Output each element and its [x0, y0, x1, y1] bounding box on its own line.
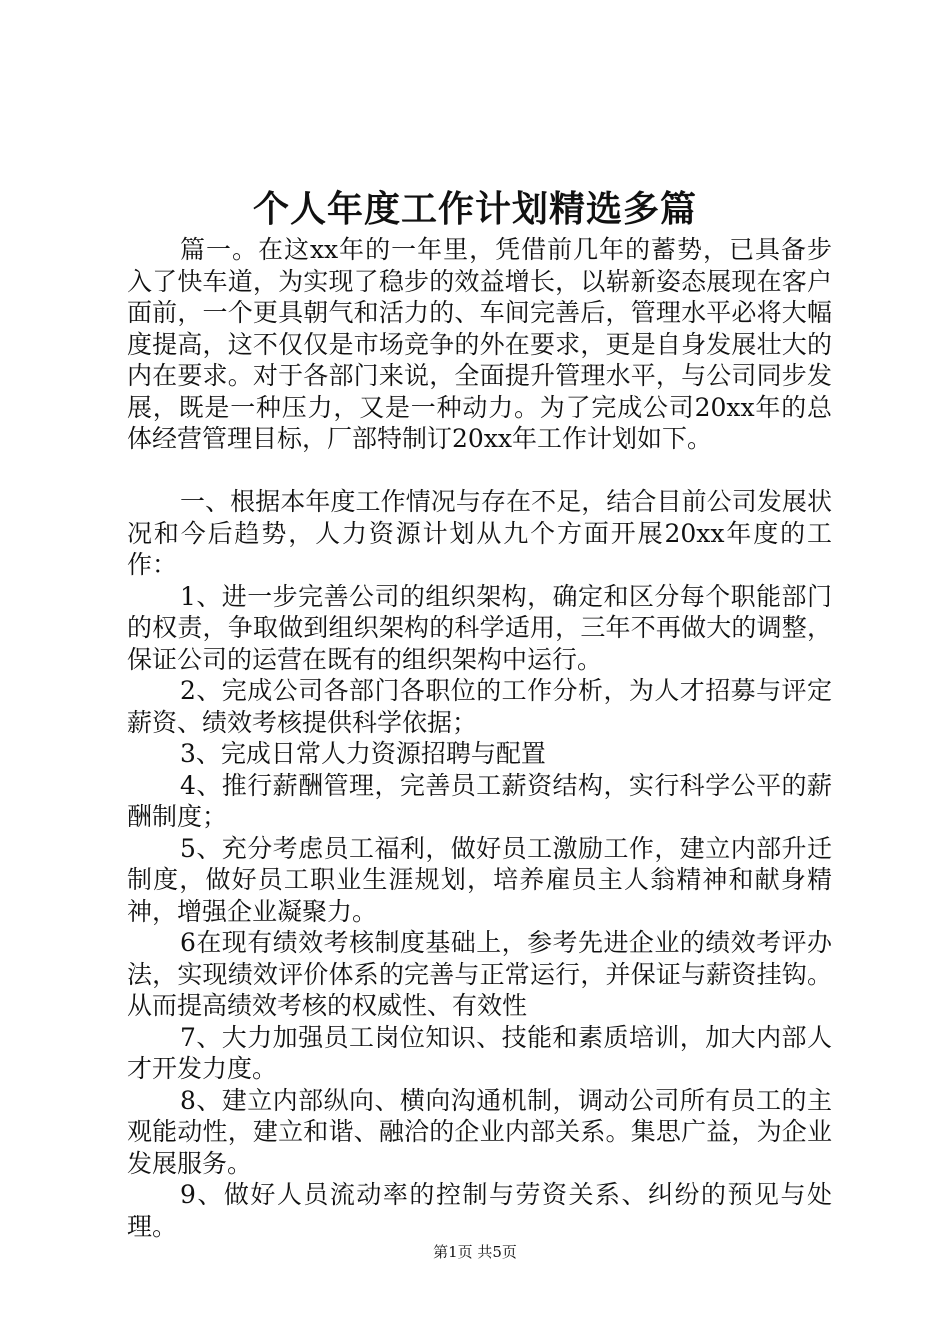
list-item: 8、建立内部纵向、横向沟通机制，调动公司所有员工的主观能动性，建立和谐、融洽的企业内部关系。集思广益，为企业发展服务。 [127, 1085, 832, 1178]
list-item: 4、推行薪酬管理，完善员工薪资结构，实行科学公平的薪酬制度； [127, 770, 832, 831]
list-item: 9、做好人员流动率的控制与劳资关系、纠纷的预见与处理。 [127, 1180, 832, 1241]
paragraph-intro: 篇一。在这xx年的一年里，凭借前几年的蓄势，已具备步入了快车道，为实现了稳步的效益增长，以崭新姿态展现在客户面前，一个更具朝气和活力的、车间完善后，管理水平必将大幅度提高，这不仅仅是市场竞争的外在要求，更是自身发展壮大的内在要求。对于各部门来说，全面提升管理水平，与公司同步发展，既是一种压力，又是一种动力。为了完成公司20xx年的总体经营管理目标，厂部特制订20xx年工作计划如下。 [127, 235, 832, 453]
list-item: 7、大力加强员工岗位知识、技能和素质培训，加大内部人才开发力度。 [127, 1022, 832, 1083]
list-item: 5、充分考虑员工福利，做好员工激励工作，建立内部升迁制度，做好员工职业生涯规划，培养雇员主人翁精神和献身精神，增强企业凝聚力。 [127, 833, 832, 926]
list-item: 2、完成公司各部门各职位的工作分析，为人才招募与评定薪资、绩效考核提供科学依据； [127, 676, 832, 737]
list-item: 3、完成日常人力资源招聘与配置 [180, 739, 546, 768]
list-item: 6在现有绩效考核制度基础上，参考先进企业的绩效考评办法，实现绩效评价体系的完善与正常运行，并保证与薪资挂钩。从而提高绩效考核的权威性、有效性 [127, 928, 832, 1020]
document-body [127, 234, 832, 1242]
paragraph-section-heading: 一、根据本年度工作情况与存在不足，结合目前公司发展状况和今后趋势，人力资源计划从九个方面开展20xx年度的工作： [127, 487, 832, 579]
list-item: 1、进一步完善公司的组织架构，确定和区分每个职能部门的权责，争取做到组织架构的科学适用，三年不再做大的调整，保证公司的运营在既有的组织架构中运行。 [127, 581, 832, 674]
page-footer: 第1页 共5页 [433, 1243, 517, 1261]
paragraph-spacer [127, 455, 832, 487]
document-title: 个人年度工作计划精选多篇 [252, 188, 697, 230]
